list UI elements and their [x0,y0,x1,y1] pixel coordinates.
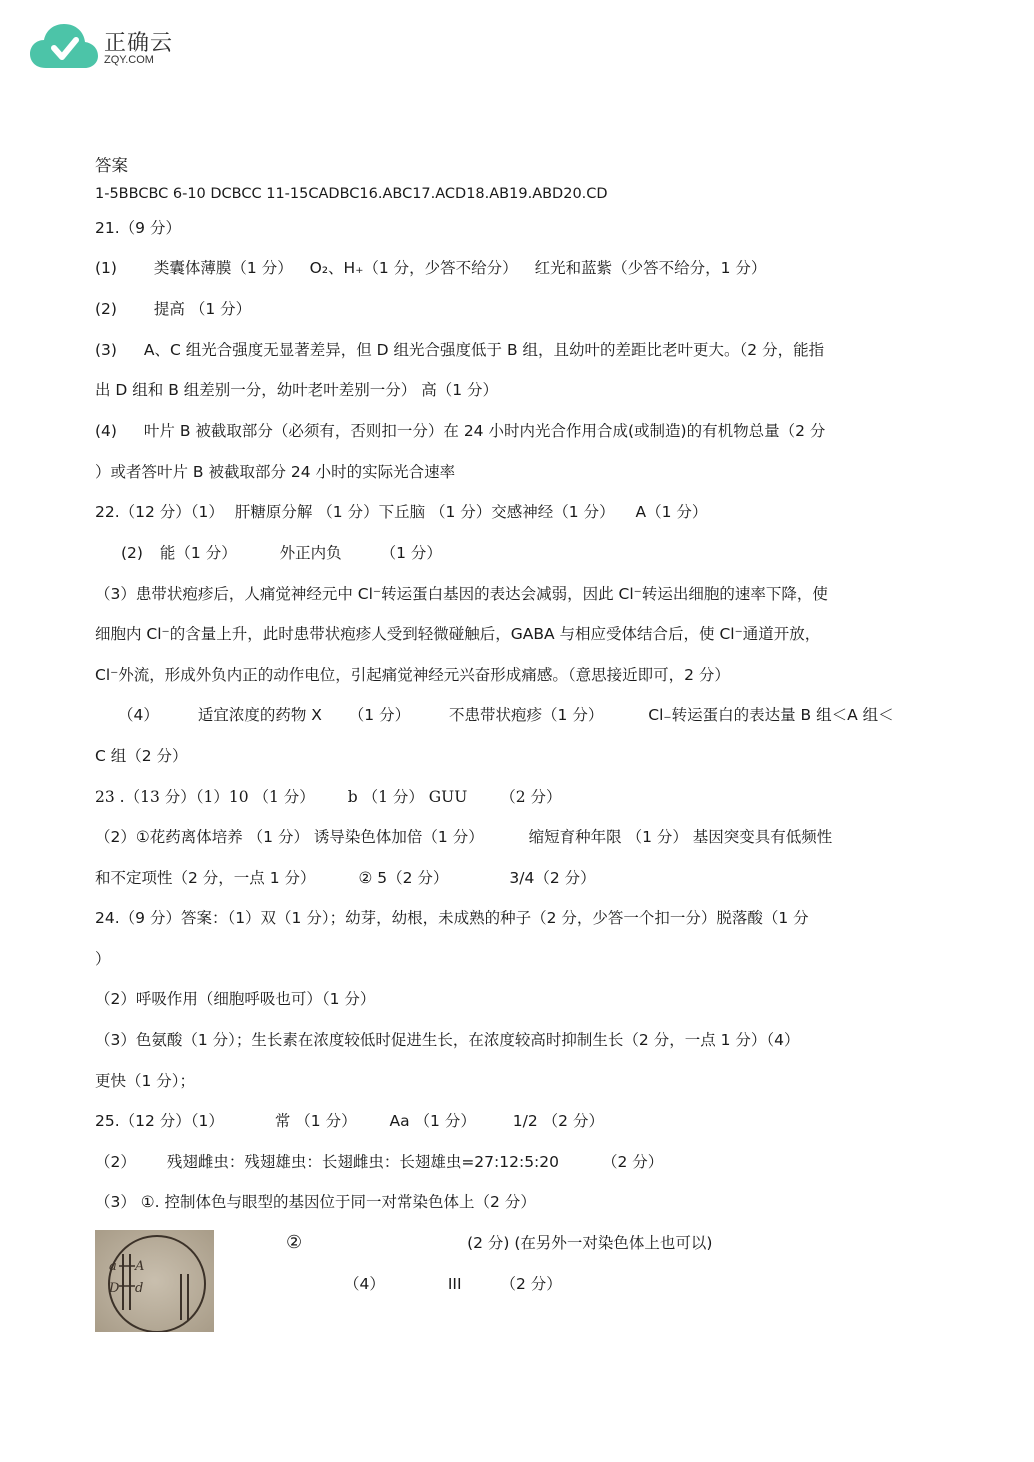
q25-line3: （3） ①. 控制体色与眼型的基因位于同一对常染色体上（2 分） [95,1193,536,1211]
q25-l5-a: （4） [344,1275,385,1293]
site-url: ZQY.COM [104,54,154,66]
q25-l1-b: 常 （1 分） [274,1112,357,1130]
q25-line1 [95,1111,604,1131]
q21-part4-line2: ）或者答叶片 B 被截取部分 24 小时的实际光合速率 [95,463,456,481]
q25-l2-a: （2） [95,1153,136,1171]
q21-p1-c: 红光和蓝紫（少答不给分，1 分） [534,259,767,277]
q22-l6-c: （1 分） [348,706,411,724]
q21-part3-line1 [95,340,824,360]
cloud-check-icon [30,22,98,72]
q22-l1-c: A（1 分） [635,503,708,521]
q25-l5-b: III [447,1275,462,1293]
sketch-label-a: a [109,1259,117,1274]
q24-line2: ） [95,950,111,968]
part-num: (2) [95,300,117,318]
q24-line4: （3）色氨酸（1 分）；生长素在浓度较低时促进生长，在浓度较高时抑制生长（2 分，一点 1 分）（4） [95,1031,800,1049]
q22-l1-a: 22.（12 分）（1） [95,503,224,521]
q22-l2-c: 外正内负 [279,544,342,562]
q25-line2 [95,1152,663,1172]
q22-l6-d: 不患带状疱疹（1 分） [449,706,604,724]
q24-line1: 24.（9 分）答案：（1）双（1 分）；幼芽，幼根，未成熟的种子（2 分，少答一个扣一分）脱落酸（1 分 [95,909,809,927]
q21-title: 21.（9 分） [95,219,181,237]
sketch-label-A: A [135,1259,145,1274]
q23-line3 [95,868,596,888]
q22-line5: Cl⁻外流，形成外负内正的动作电位，引起痛觉神经元兴奋形成痛感。（意思接近即可，2 分） [95,666,730,684]
q22-line2 [121,543,442,563]
q22-l2-d: （1 分） [380,544,442,562]
answer-heading: 答案 [95,156,128,175]
chromosome-sketch-image [95,1230,214,1332]
q25-l5-c: （2 分） [500,1275,562,1293]
q21-part4-line1 [95,421,825,441]
q22-line4: 细胞内 Cl⁻的含量上升，此时患带状疱疹人受到轻微碰触后，GABA 与相应受体结合后，使 Cl⁻通道开放， [95,625,821,643]
q23-l2-a: （2）①花药离体培养 （1 分） 诱导染色体加倍（1 分） [95,828,484,846]
q22-l1-b: 肝糖原分解 （1 分）下丘脑 （1 分）交感神经（1 分） [234,503,615,521]
q23-l3-c: 3/4（2 分） [509,869,596,887]
q23-l1-a: 23 .（13 分）（1）10 （1 分） [95,788,315,806]
logo [30,22,190,74]
q22-line7: C 组（2 分） [95,747,188,765]
q21-p3-text: A、C 组光合强度无显著差异，但 D 组光合强度低于 B 组，且幼叶的差距比老叶更大。（2 分，能指 [143,341,825,359]
q23-l3-b: ② 5（2 分） [358,869,449,887]
q21-part3-line2: 出 D 组和 B 组差别一分，幼叶老叶差别一分） 高（1 分） [95,381,498,399]
q25-l2-c: （2 分） [601,1153,664,1171]
q25-l2-b: 残翅雌虫：残翅雄虫：长翅雌虫：长翅雄虫=27:12:5:20 [166,1153,559,1171]
q24-line5: 更快（1 分）； [95,1072,196,1090]
q25-line4 [286,1233,712,1253]
answers-1-20: 1-5BBCBC 6-10 DCBCC 11-15CADBC16.ABC17.ACD18.AB19.ABD20.CD [95,186,608,202]
q23-l3-a: 和不定项性（2 分，一点 1 分） [95,869,316,887]
q23-l1-b: b （1 分） GUU [347,788,468,806]
q25-l4-b: (2 分) (在另外一对染色体上也可以) [467,1234,713,1252]
q25-l1-d: 1/2 （2 分） [512,1112,604,1130]
sketch-label-d: d [135,1281,144,1296]
q25-l1-c: Aa （1 分） [389,1112,476,1130]
q23-l1-c: （2 分） [500,788,562,806]
q22-line3: （3）患带状疱疹后，人痛觉神经元中 Cl⁻转运蛋白基因的表达会减弱，因此 Cl⁻转运出细胞的速率下降，使 [95,585,828,603]
q22-line1 [95,502,707,522]
q23-line2 [95,827,832,847]
circled-two: ② [286,1232,303,1253]
q22-l6-b: 适宜浓度的药物 X [197,706,322,724]
q21-p2-a: 提高 （1 分） [153,300,252,318]
part-num: (1) [95,259,117,277]
q21-p1-b: O₂、H₊（1 分，少答不给分） [309,259,518,277]
q22-line6 [118,705,894,725]
q22-l2-b: 能（1 分） [159,544,237,562]
part-num: (3) [95,341,117,359]
q25-line5 [344,1274,562,1294]
sketch-label-D: D [109,1281,120,1296]
q22-l2-a: (2) [121,544,143,562]
brand-name: 正确云 [104,31,174,56]
q23-l2-b: 缩短育种年限 （1 分） 基因突变具有低频性 [528,828,833,846]
q24-line3: （2）呼吸作用（细胞呼吸也可）（1 分） [95,990,376,1008]
q22-l6-e: Cl₋转运蛋白的表达量 B 组＜A 组＜ [648,706,894,724]
q25-l1-a: 25.（12 分）（1） [95,1112,224,1130]
q21-part1 [95,258,766,278]
q21-p1-a: 类囊体薄膜（1 分） [153,259,293,277]
q23-line1 [95,787,562,807]
q22-l6-a: （4） [118,706,159,724]
q21-part2 [95,299,251,319]
q21-p4-text: 叶片 B 被截取部分（必须有，否则扣一分）在 24 小时内光合作用合成(或制造)的有机物总量（2 分 [143,422,826,440]
part-num: (4) [95,422,117,440]
